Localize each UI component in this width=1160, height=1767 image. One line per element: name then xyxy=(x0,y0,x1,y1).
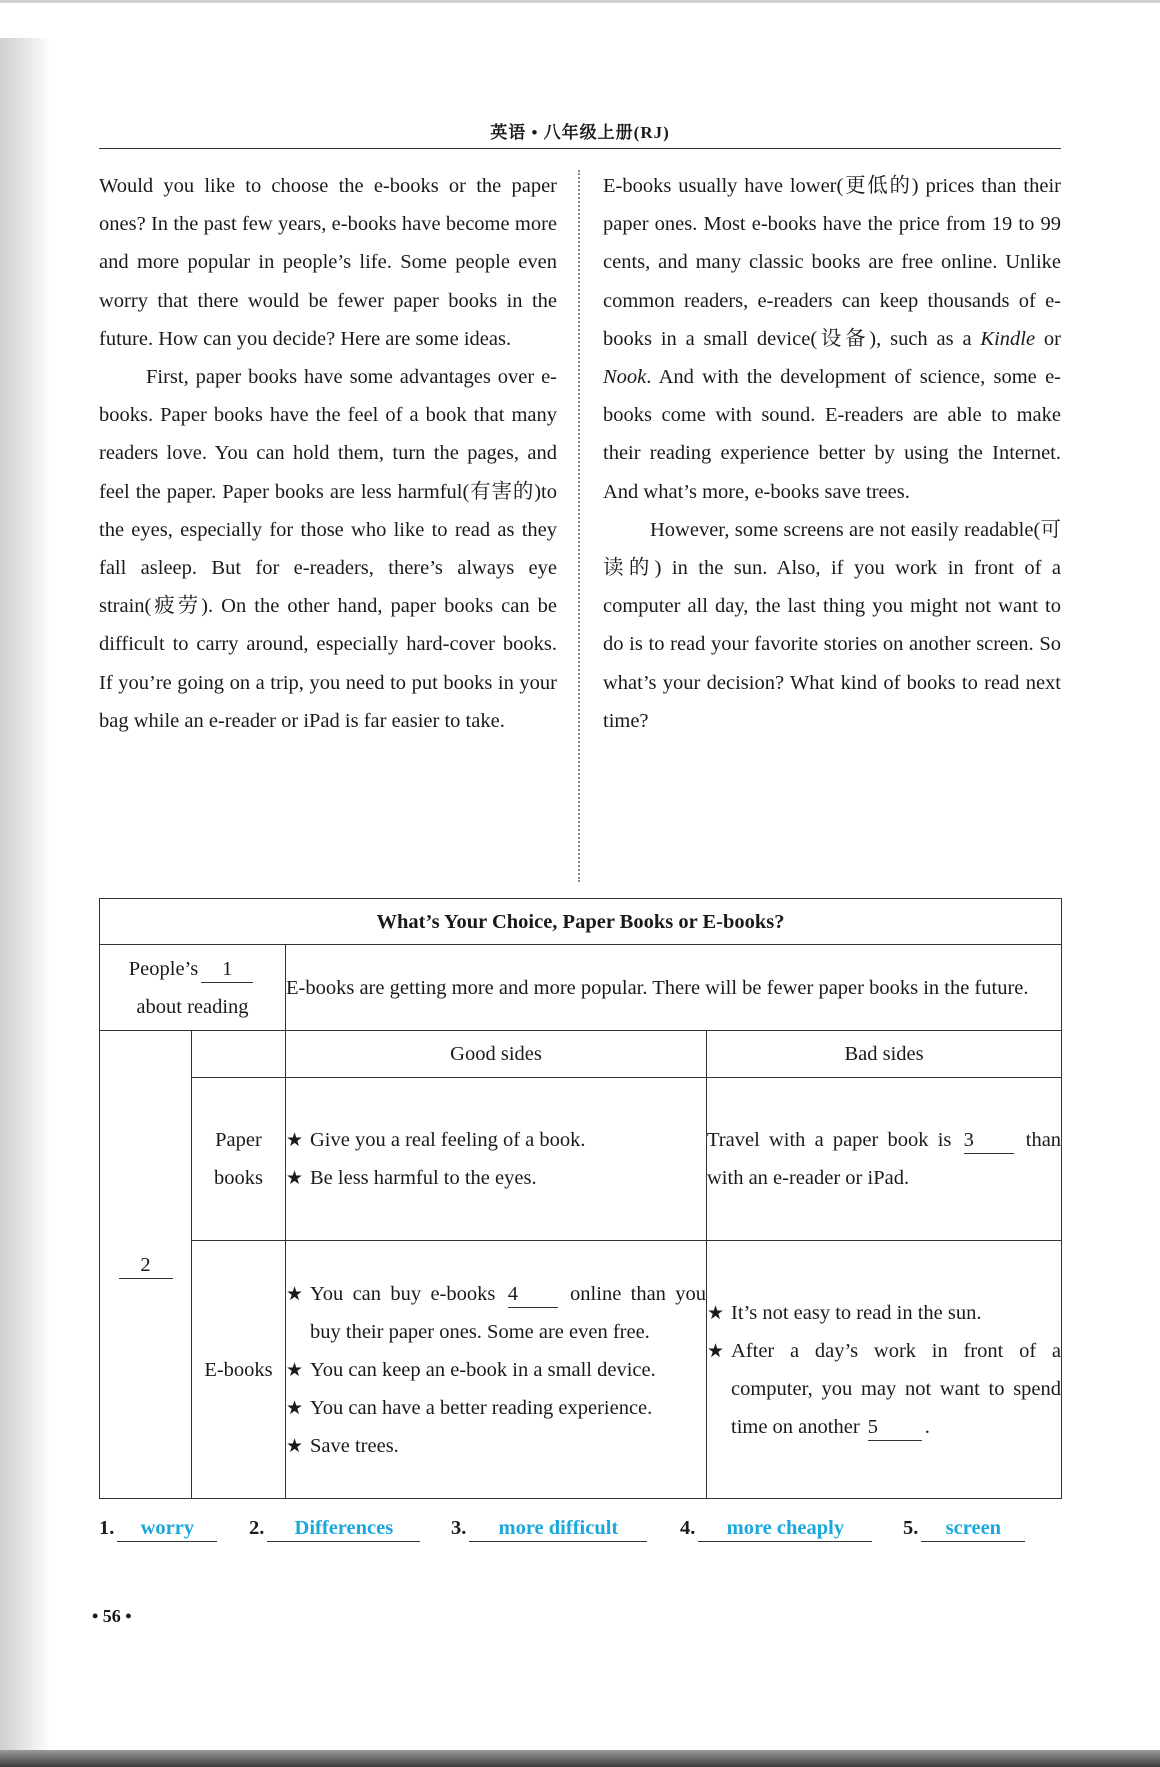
page-header: 英语 • 八年级上册(RJ) xyxy=(490,123,670,142)
row-text-peoples: E-books are getting more and more popular. There will be fewer paper books in the future. xyxy=(286,945,1062,1031)
kindle-text: Kindle xyxy=(980,327,1036,350)
star-icon: ★ xyxy=(707,1301,725,1324)
answer-item: 4. more cheaply xyxy=(680,1515,872,1542)
blank-5[interactable]: 5 xyxy=(868,1414,922,1441)
star-icon: ★ xyxy=(286,1129,304,1151)
passage-left-column xyxy=(99,167,557,740)
blank-2[interactable]: 2 xyxy=(119,1252,173,1279)
paper-good-sides xyxy=(286,1078,707,1241)
empty-header-cell xyxy=(192,1031,286,1078)
page-number: • 56 • xyxy=(92,1606,132,1626)
list-item: ★ You can keep an e-book in a small device. xyxy=(286,1351,706,1389)
row-label-paper-books: Paper books xyxy=(192,1078,286,1241)
row-label-ebooks: E-books xyxy=(192,1241,286,1499)
top-edge-line xyxy=(0,0,1160,3)
list-item: ★ Give you a real feeling of a book. xyxy=(286,1121,706,1159)
star-icon: ★ xyxy=(286,1167,304,1189)
bottom-edge-bar xyxy=(0,1750,1160,1767)
table-title: What’s Your Choice, Paper Books or E-books? xyxy=(100,899,1062,945)
header-rule xyxy=(99,148,1061,149)
summary-table xyxy=(99,898,1062,1499)
answer-item: 2. Differences xyxy=(249,1515,420,1542)
col-header-good: Good sides xyxy=(286,1031,707,1078)
ebooks-bad-sides xyxy=(707,1241,1062,1499)
star-icon: ★ xyxy=(286,1434,304,1457)
answer-value: screen xyxy=(921,1515,1025,1542)
passage-paragraph: First, paper books have some advantages over e-books. Paper books have the feel of a book that many readers love. You can hold them, turn the pages, and feel the paper. Paper books are less harmful(有害的)to the eyes, especially for those who like to read as they fall asleep. But for e-readers, there’s always eye strain(疲劳). On the other hand, paper books can be difficult to carry around, especially hard-cover books. If you’re going on a trip, you need to put books in your bag while an e-reader or iPad is far easier to take. xyxy=(99,366,557,732)
list-item: ★ You can have a better reading experience. xyxy=(286,1389,706,1427)
star-icon: ★ xyxy=(286,1358,304,1381)
answer-item: 5. screen xyxy=(903,1515,1025,1542)
list-item: ★ After a day’s work in front of a computer, you may not want to spend time on another 5 . xyxy=(707,1332,1061,1446)
blank-1[interactable]: 1 xyxy=(201,956,253,983)
answer-value: more cheaply xyxy=(698,1515,872,1542)
answer-value: Differences xyxy=(267,1515,420,1542)
col-header-bad: Bad sides xyxy=(707,1031,1062,1078)
row-label-2 xyxy=(100,1031,192,1499)
blank-3[interactable]: 3 xyxy=(964,1127,1014,1154)
answer-value: worry xyxy=(117,1515,217,1542)
nook-text: Nook xyxy=(603,366,647,389)
answer-value: more difficult xyxy=(469,1515,647,1542)
list-item: ★ Be less harmful to the eyes. xyxy=(286,1159,706,1197)
answer-item: 3. more difficult xyxy=(451,1515,647,1542)
page-left-shadow xyxy=(0,38,50,1750)
passage-right-column xyxy=(603,167,1061,740)
paper-bad-sides: Travel with a paper book is 3 than with an e-reader or iPad. xyxy=(707,1078,1062,1241)
passage-paragraph: However, some screens are not easily readable(可读的) in the sun. Also, if you work in front of a computer all day, the last thing you might not want to do is to read your favorite stories on another screen. So what’s your decision? What kind of books to read next time? xyxy=(603,518,1061,732)
answer-item: 1. worry xyxy=(99,1515,217,1542)
answer-key xyxy=(99,1515,1079,1549)
passage-paragraph: Would you like to choose the e-books or the paper ones? In the past few years, e-books have become more and more popular in people’s life. Some people even worry that there would be fewer paper books in the future. How can you decide? Here are some ideas. xyxy=(99,175,557,350)
list-item: ★ Save trees. xyxy=(286,1427,706,1465)
blank-4[interactable]: 4 xyxy=(508,1281,558,1308)
star-icon: ★ xyxy=(286,1282,304,1305)
star-icon: ★ xyxy=(286,1396,304,1419)
list-item: ★ It’s not easy to read in the sun. xyxy=(707,1294,1061,1332)
column-divider xyxy=(578,170,580,882)
row-label-peoples: People’s 1 about reading xyxy=(100,945,286,1031)
passage-paragraph: E-books usually have lower(更低的) prices than their paper ones. Most e-books have the price from 19 to 99 cents, and many classic books are free online. Unlike common readers, e-readers can keep thousands of e-books in a small device(设备), such as a Kindle or Nook. And with the development of science, some e-books come with sound. E-readers are able to make their reading experience better by using the Internet. And what’s more, e-books save trees. xyxy=(603,175,1062,503)
list-item: ★ You can buy e-books 4 online than you buy their paper ones. Some are even free. xyxy=(286,1275,706,1351)
ebooks-good-sides xyxy=(286,1241,707,1499)
star-icon: ★ xyxy=(707,1339,725,1362)
